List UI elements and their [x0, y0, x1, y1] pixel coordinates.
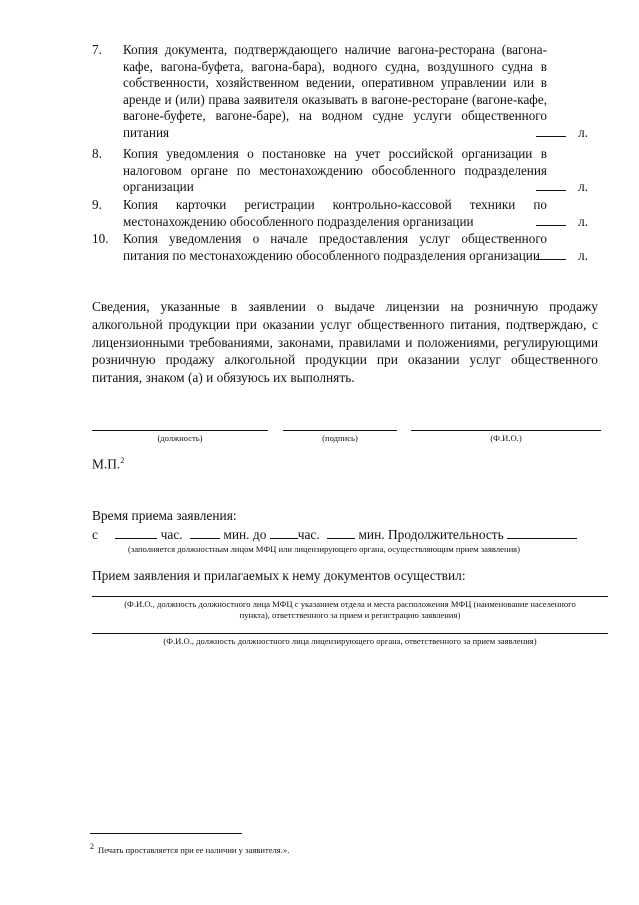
list-item-number: 9.: [92, 197, 102, 212]
mfc-officer-caption: [92, 599, 608, 621]
stamp-place: [92, 456, 124, 472]
position-caption: (должность): [157, 433, 203, 443]
reception-time-row: [92, 526, 577, 543]
authority-officer-caption: (Ф.И.О., должность должностного лица лицензирующего органа, ответственного за прием заявления): [163, 636, 537, 646]
confirmation-statement: Сведения, указанные в заявлении о выдаче лицензии на розничную продажу алкогольной продукции при оказании услуг общественного питания, подтверждаю, с лицензионными требованиями, законами, правилами и положениями, регулирующими розничную продажу алкогольной продукции при оказании услуг общественного питания, знаком (а) и обязуюсь их выполнять.: [92, 299, 598, 386]
list-item-text: Копия документа, подтверждающего наличие вагона-ресторана (вагона-кафе, вагона-буфета, вагона-бара), водного судна, воздушного судна в собственности, хозяйственном ведении, оперативном управлении или в аренде и (или) права заявителя оказывать в вагоне-ресторане (вагоне-кафе, вагоне-буфете, вагоне-баре), на водном судне услуги общественного питания: [123, 42, 547, 140]
minutes-to-label: мин. до: [223, 527, 267, 542]
end-minutes-field[interactable]: [327, 526, 355, 539]
list-item-text: Копия уведомления о начале предоставления услуг общественного питания по местонахождению обособленного подразделения организации: [123, 231, 547, 263]
mfc-caption-line-2: пункта), ответственного за прием и регистрацию заявления): [239, 610, 461, 620]
sheet-count-field[interactable]: [536, 213, 588, 231]
list-item: [92, 146, 598, 196]
authority-officer-field[interactable]: [92, 633, 608, 634]
sheet-unit: л.: [578, 247, 588, 263]
list-item-text: Копия уведомления о постановке на учет российской организации в налоговом органе по местонахождению обособленного подразделения организации: [123, 146, 547, 195]
list-item-text: Копия карточки регистрации контрольно-кассовой техники по местонахождению обособленного подразделения организации: [123, 197, 547, 229]
sheet-count-field[interactable]: [536, 247, 588, 265]
footnote-text: Печать проставляется при ее наличии у заявителя.».: [98, 844, 290, 855]
footnote-separator: [90, 833, 242, 834]
list-item-number: 10.: [92, 231, 109, 246]
reception-time-note: (заполняется должностным лицом МФЦ или лицензирующего органа, осуществляющим прием заявления): [128, 544, 520, 554]
end-hours-field[interactable]: [270, 526, 298, 539]
list-item: [92, 231, 598, 264]
reception-time-title: Время приема заявления:: [92, 508, 237, 523]
list-item-number: 8.: [92, 146, 102, 161]
mfc-officer-field[interactable]: [92, 596, 608, 597]
sheet-count-field[interactable]: [536, 124, 588, 142]
duration-field[interactable]: [507, 526, 577, 539]
hours-label-2: час.: [297, 527, 320, 542]
start-hours-field[interactable]: [115, 526, 157, 539]
sheet-count-field[interactable]: [536, 178, 588, 196]
list-item: [92, 42, 598, 142]
sheet-unit: л.: [578, 124, 588, 140]
signature-field[interactable]: [283, 430, 397, 431]
signature-caption: (подпись): [322, 433, 358, 443]
sheet-unit: л.: [578, 179, 588, 195]
stamp-label: М.П.: [92, 456, 121, 472]
acceptance-title: Прием заявления и прилагаемых к нему документов осуществил:: [92, 568, 466, 583]
footnote-reference: 2: [120, 456, 125, 465]
minutes-label: мин.: [358, 527, 385, 542]
start-minutes-field[interactable]: [190, 526, 220, 539]
full-name-field[interactable]: [411, 430, 601, 431]
footnote-mark: 2: [90, 842, 94, 851]
mfc-caption-line-1: (Ф.И.О., должность должностного лица МФЦ с указанием отдела и места расположения МФЦ (наименование населенного: [124, 599, 576, 609]
duration-label: Продолжительность: [387, 527, 504, 542]
list-item-number: 7.: [92, 42, 102, 57]
footnote: [90, 842, 289, 855]
list-item: [92, 197, 598, 230]
position-field[interactable]: [92, 430, 268, 431]
time-from-label: с: [92, 527, 98, 542]
hours-label: час.: [160, 527, 183, 542]
sheet-unit: л.: [578, 213, 588, 229]
full-name-caption: (Ф.И.О.): [490, 433, 522, 443]
